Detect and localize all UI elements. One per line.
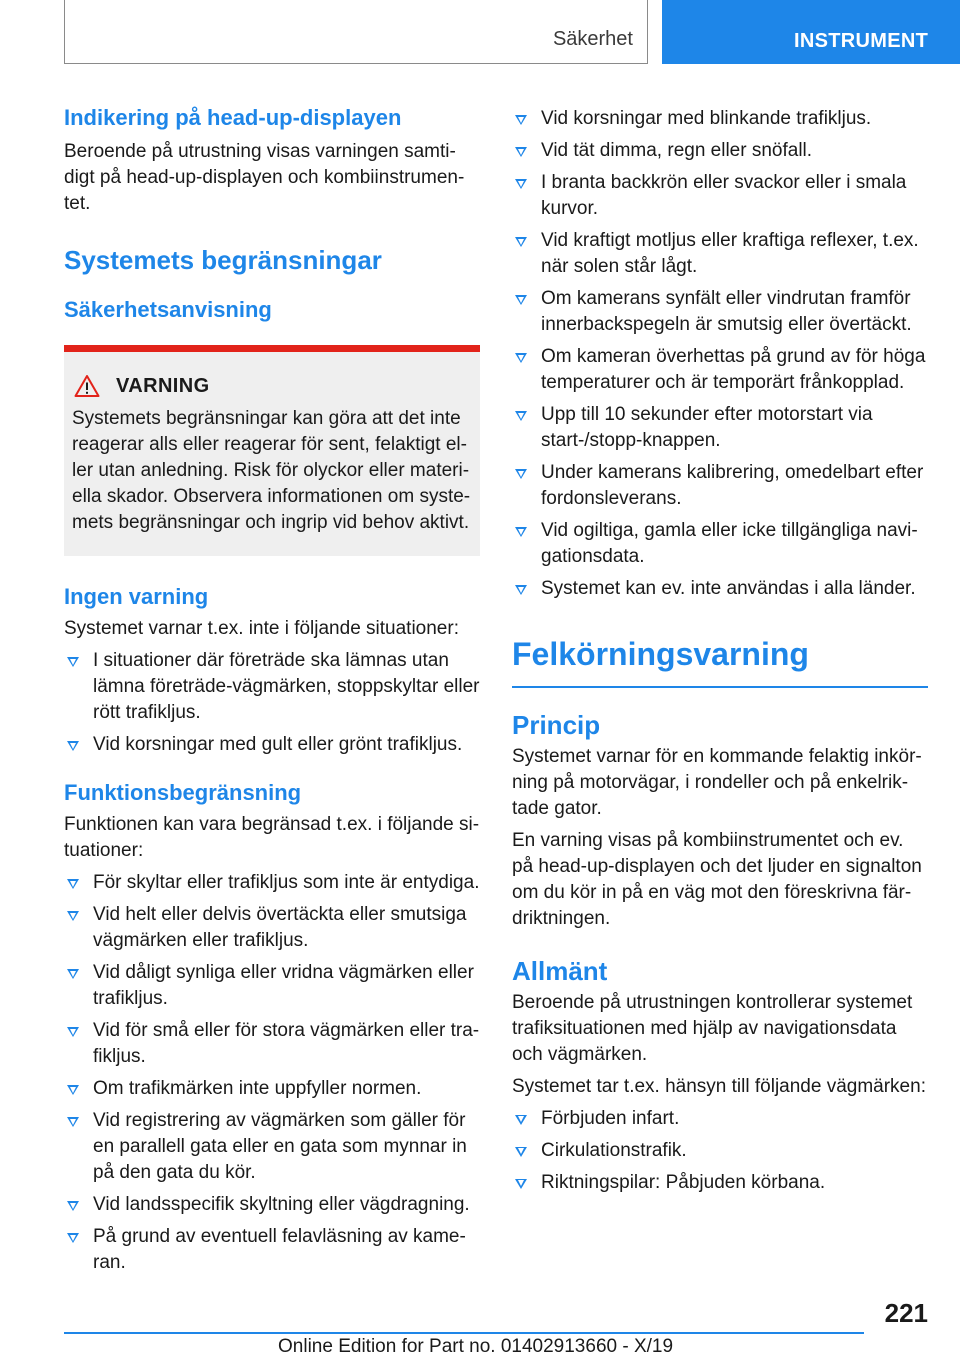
list-item: På grund av eventuell felavläsning av kameran.	[64, 1224, 480, 1276]
list-item: Vid dåligt synliga eller vridna vägmärken eller trafikljus.	[64, 960, 480, 1012]
footer-rule	[64, 1332, 864, 1334]
safety-heading: Säkerhetsanvisning	[64, 297, 272, 322]
triangle-bullet-icon	[515, 527, 527, 537]
right-column	[512, 100, 928, 1196]
triangle-bullet-icon	[67, 879, 79, 889]
list-item: Vid kraftigt motljus eller kraftiga reflexer, t.ex. när solen står lågt.	[512, 228, 928, 280]
triangle-bullet-icon	[67, 969, 79, 979]
list-item: Vid landsspecifik skyltning eller vägdragning.	[64, 1192, 480, 1218]
list-item: Riktningspilar: Påbjuden körbana.	[512, 1170, 928, 1196]
principle-text-2: En varning visas på kombiinstrumentet och ev. på head-up-displayen och det ljuder en signalton om du kör in på en väg mot den föreskrivna färdriktningen.	[512, 829, 922, 929]
chapter-tab-label: INSTRUMENT	[794, 30, 929, 52]
no-warning-heading: Ingen varning	[64, 584, 209, 609]
list-item: Om kameran överhettas på grund av för höga temperaturer och är temporärt frånkopplad.	[512, 344, 928, 396]
limits-heading: Systemets begränsningar	[64, 245, 382, 275]
triangle-bullet-icon	[515, 1147, 527, 1157]
triangle-bullet-icon	[515, 295, 527, 305]
hud-heading: Indikering på head-up-displayen	[64, 105, 402, 130]
func-text: Funktionen kan vara begränsad t.ex. i följande situationer:	[64, 814, 480, 861]
warning-text: Systemets begränsningar kan göra att det inte reagerar alls eller reagerar för sent, felaktigt eller utan anledning. Risk för olyckor eller materiella skador. Observera informationen om systemets begränsningar och ingrip vid behov aktivt.	[72, 408, 471, 533]
list-item: Under kamerans kalibrering, omedelbart efter fordonsleverans.	[512, 460, 928, 512]
list-item: Vid korsningar med blinkande trafikljus.	[512, 106, 928, 132]
triangle-bullet-icon	[515, 585, 527, 595]
triangle-bullet-icon	[515, 469, 527, 479]
list-item: I situationer där företräde ska lämnas utan lämna företräde-vägmärken, stoppskyltar eller rött trafikljus.	[64, 648, 480, 726]
triangle-bullet-icon	[515, 237, 527, 247]
general-list	[512, 1106, 928, 1196]
list-item: Vid korsningar med gult eller grönt trafikljus.	[64, 732, 480, 758]
triangle-bullet-icon	[67, 1201, 79, 1211]
edition-text: Online Edition for Part no. 01402913660 - X/19	[278, 1336, 674, 1357]
list-item: Vid ogiltiga, gamla eller icke tillgängliga navigationsdata.	[512, 518, 928, 570]
warning-header	[72, 374, 472, 398]
list-item: I branta backkrön eller svackor eller i smala kurvor.	[512, 170, 928, 222]
list-item: Cirkulationstrafik.	[512, 1138, 928, 1164]
list-item: Upp till 10 sekunder efter motorstart via start-/stopp-knappen.	[512, 402, 928, 454]
triangle-bullet-icon	[67, 1027, 79, 1037]
principle-heading: Princip	[512, 709, 601, 740]
warning-title: VARNING	[116, 374, 210, 397]
list-item: Systemet kan ev. inte användas i alla länder.	[512, 576, 928, 602]
triangle-bullet-icon	[67, 1117, 79, 1127]
triangle-bullet-icon	[67, 657, 79, 667]
chapter-heading: Felkörningsvarning	[512, 636, 809, 672]
triangle-bullet-icon	[515, 411, 527, 421]
warning-box	[64, 345, 480, 556]
no-warning-text: Systemet varnar t.ex. inte i följande situationer:	[64, 618, 459, 639]
triangle-bullet-icon	[515, 115, 527, 125]
section-tab	[64, 0, 648, 64]
triangle-bullet-icon	[67, 1233, 79, 1243]
triangle-bullet-icon	[515, 179, 527, 189]
list-item: Vid tät dimma, regn eller snöfall.	[512, 138, 928, 164]
conditions-list	[512, 106, 928, 602]
func-heading: Funktionsbegränsning	[64, 780, 302, 805]
list-item: Vid helt eller delvis övertäckta eller smutsiga vägmärken eller trafikljus.	[64, 902, 480, 954]
principle-text-1: Systemet varnar för en kommande felaktig inkörning på motorvägar, i rondeller och på enkelriktade gator.	[512, 745, 922, 819]
chapter-rule	[512, 686, 928, 688]
func-list	[64, 870, 480, 1276]
triangle-bullet-icon	[515, 1179, 527, 1189]
list-item: Vid för små eller för stora vägmärken eller trafikljus.	[64, 1018, 480, 1070]
list-item: Om trafikmärken inte uppfyller normen.	[64, 1076, 480, 1102]
triangle-bullet-icon	[67, 1085, 79, 1095]
warning-triangle-icon	[74, 374, 100, 398]
triangle-bullet-icon	[515, 1115, 527, 1125]
hud-text: Beroende på utrustning visas varningen samtidigt på head-up-displayen och kombiinstrumentet.	[64, 141, 465, 214]
triangle-bullet-icon	[67, 911, 79, 921]
general-text-2: Systemet tar t.ex. hänsyn till följande vägmärken:	[512, 1075, 926, 1097]
left-column	[64, 100, 480, 1276]
general-text-1: Beroende på utrustningen kontrollerar systemet trafiksituationen med hjälp av navigationsdata och vägmärken.	[512, 991, 913, 1065]
list-item: Vid registrering av vägmärken som gäller för en parallell gata eller en gata som mynnar in på den gata du kör.	[64, 1108, 480, 1186]
list-item: Förbjuden infart.	[512, 1106, 928, 1132]
list-item: För skyltar eller trafikljus som inte är entydiga.	[64, 870, 480, 896]
chapter-tab	[662, 0, 960, 64]
list-item: Om kamerans synfält eller vindrutan framför innerbackspegeln är smutsig eller övertäckt.	[512, 286, 928, 338]
page-number: 221	[884, 1298, 928, 1328]
triangle-bullet-icon	[515, 353, 527, 363]
triangle-bullet-icon	[515, 147, 527, 157]
section-tab-label: Säkerhet	[552, 28, 633, 50]
triangle-bullet-icon	[67, 741, 79, 751]
no-warning-list	[64, 648, 480, 758]
general-heading: Allmänt	[512, 955, 608, 986]
